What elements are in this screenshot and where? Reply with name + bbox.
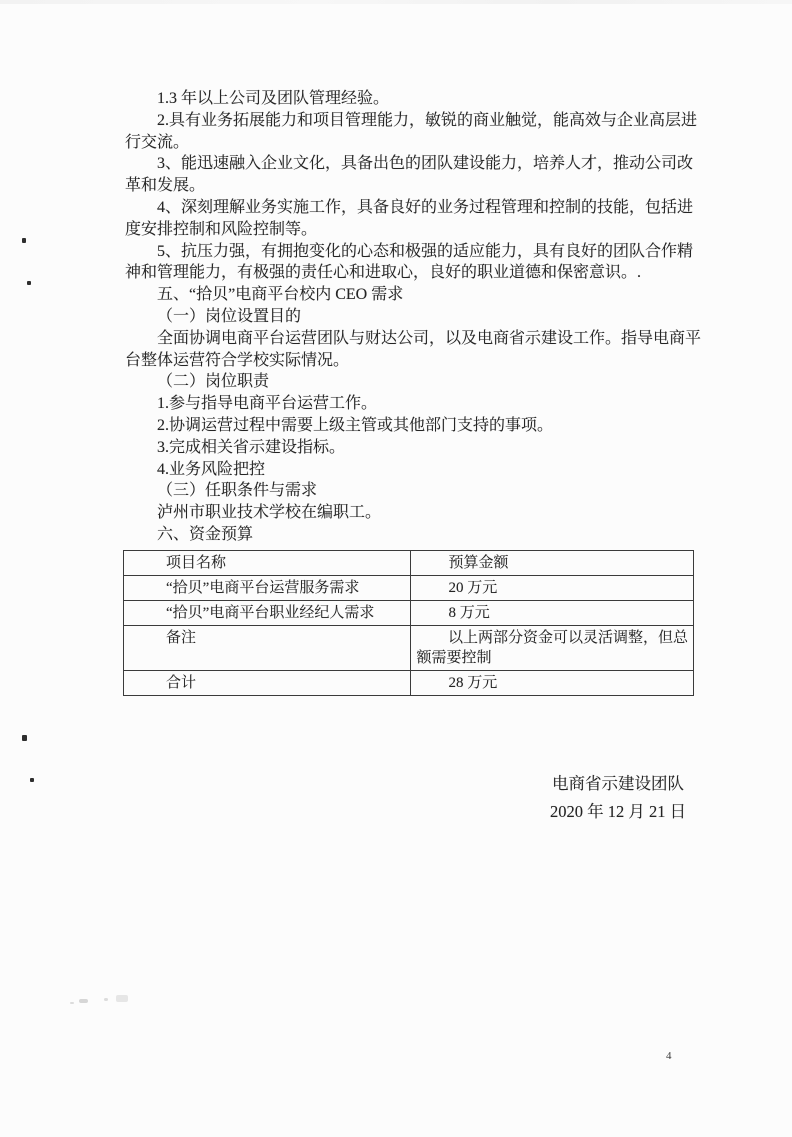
scan-smudge: [104, 998, 108, 1001]
budget-row3-amount: 以上两部分资金可以灵活调整，但总额需要控制: [410, 625, 693, 670]
budget-row1-item: “拾贝”电商平台运营服务需求: [124, 575, 411, 600]
signature-block: [512, 770, 724, 826]
subsection-heading-purpose: （一）岗位设置目的: [157, 307, 302, 325]
paragraph-duty-2: 2.协调运营过程中需要上级主管或其他部门支持的事项。: [157, 416, 554, 434]
budget-row4-item: 合计: [124, 670, 411, 695]
budget-row3-item: 备注: [124, 625, 411, 670]
budget-table-header-row: [124, 550, 694, 575]
scan-speck: [22, 735, 27, 741]
scan-smudge: [70, 1002, 74, 1004]
budget-row1-amount: 20 万元: [410, 575, 693, 600]
table-row: [124, 625, 694, 670]
paragraph-conditions: 泸州市职业技术学校在编职工。: [157, 504, 382, 522]
scan-speck: [22, 238, 26, 243]
scan-smudge: [79, 999, 88, 1003]
page-number: 4: [666, 1050, 672, 1062]
paragraph-duty-4: 4.业务风险把控: [157, 460, 266, 478]
subsection-heading-conditions: （三）任职条件与需求: [157, 482, 318, 500]
budget-row4-amount: 28 万元: [410, 670, 693, 695]
paragraph-qualification-1: 1.3 年以上公司及团队管理经验。: [157, 90, 390, 107]
budget-row2-amount: 8 万元: [410, 600, 693, 625]
signature-org: 电商省示建设团队: [552, 774, 684, 793]
section-heading-ceo-need: 五、“拾贝”电商平台校内 CEO 需求: [157, 286, 404, 304]
budget-table: [123, 550, 694, 696]
paragraph-duty-1: 1.参与指导电商平台运营工作。: [157, 395, 378, 413]
table-row: [124, 670, 694, 695]
scan-speck: [27, 281, 31, 285]
scan-smudge: [116, 995, 128, 1002]
scan-speck: [30, 778, 34, 782]
document-body: [125, 88, 707, 696]
paragraph-duty-3: 3.完成相关省示建设指标。: [157, 438, 346, 456]
signature-date: 2020 年 12 月 21 日: [549, 802, 687, 821]
paragraph-qualification-3: 3、能迅速融入企业文化，具备出色的团队建设能力，培养人才，推动公司改革和发展。: [125, 155, 694, 195]
scan-edge-artifact: [0, 0, 792, 4]
paragraph-qualification-2: 2.具有业务拓展能力和项目管理能力，敏锐的商业触觉，能高效与企业高层进行交流。: [125, 111, 698, 151]
paragraph-qualification-5: 5、抗压力强，有拥抱变化的心态和极强的适应能力，具有良好的团队合作精神和管理能力，有极强的责任心和进取心，良好的职业道德和保密意识。.: [125, 242, 694, 282]
table-row: [124, 575, 694, 600]
subsection-heading-duties: （二）岗位职责: [157, 373, 270, 391]
budget-header-item: 项目名称: [124, 550, 411, 575]
paragraph-purpose: 全面协调电商平台运营团队与财达公司，以及电商省示建设工作。指导电商平台整体运营符合学校实际情况。: [125, 329, 702, 369]
table-row: [124, 600, 694, 625]
paragraph-qualification-4: 4、深刻理解业务实施工作，具备良好的业务过程管理和控制的技能，包括进度安排控制和风险控制等。: [125, 198, 694, 238]
budget-row2-item: “拾贝”电商平台职业经纪人需求: [124, 600, 411, 625]
budget-header-amount: 预算金额: [410, 550, 693, 575]
section-heading-budget: 六、资金预算: [157, 525, 254, 543]
